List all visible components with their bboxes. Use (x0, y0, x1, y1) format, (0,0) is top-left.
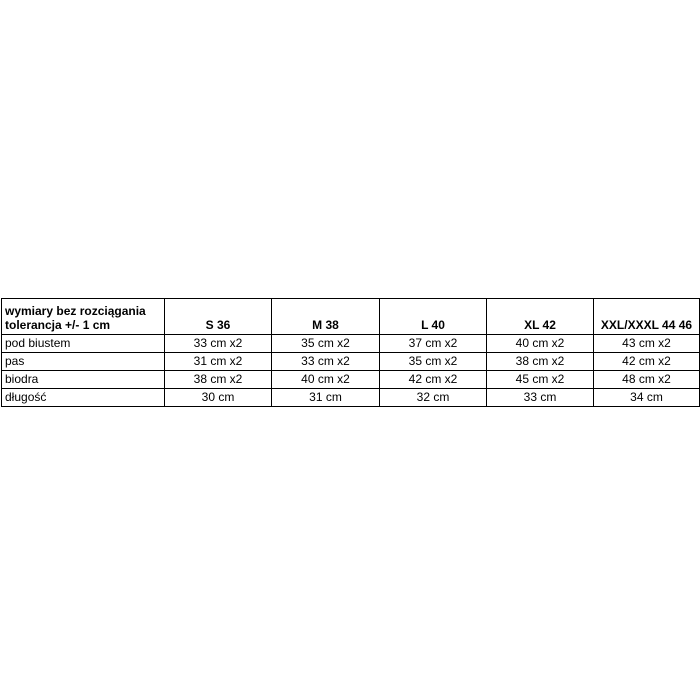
table-cell: 33 cm x2 (272, 353, 380, 371)
table-cell: 37 cm x2 (380, 335, 487, 353)
header-row (2, 299, 700, 335)
row-label: długość (2, 389, 165, 407)
table-row (2, 353, 700, 371)
table-cell: 42 cm x2 (380, 371, 487, 389)
table-cell: 30 cm (165, 389, 272, 407)
header-label-cell (2, 299, 165, 335)
header-label-line1: wymiary bez rozciągania (5, 304, 146, 319)
size-header-l: L 40 (380, 299, 487, 335)
table-cell: 48 cm x2 (594, 371, 700, 389)
table-row (2, 389, 700, 407)
table-cell: 31 cm x2 (165, 353, 272, 371)
table-cell: 45 cm x2 (487, 371, 594, 389)
table-cell: 40 cm x2 (272, 371, 380, 389)
table-cell: 35 cm x2 (380, 353, 487, 371)
table-row (2, 371, 700, 389)
header-label-line2: tolerancja +/- 1 cm (5, 318, 111, 333)
table-cell: 34 cm (594, 389, 700, 407)
table-cell: 33 cm (487, 389, 594, 407)
size-header-xl: XL 42 (487, 299, 594, 335)
row-label: pas (2, 353, 165, 371)
size-header-s: S 36 (165, 299, 272, 335)
table-cell: 43 cm x2 (594, 335, 700, 353)
table-cell: 32 cm (380, 389, 487, 407)
table-cell: 40 cm x2 (487, 335, 594, 353)
table-row (2, 335, 700, 353)
row-label: biodra (2, 371, 165, 389)
table-cell: 31 cm (272, 389, 380, 407)
table-cell: 42 cm x2 (594, 353, 700, 371)
table-cell: 35 cm x2 (272, 335, 380, 353)
table-cell: 38 cm x2 (487, 353, 594, 371)
size-header-m: M 38 (272, 299, 380, 335)
table-cell: 33 cm x2 (165, 335, 272, 353)
row-label: pod biustem (2, 335, 165, 353)
table-cell: 38 cm x2 (165, 371, 272, 389)
size-chart-table (1, 298, 700, 407)
size-header-xxl: XXL/XXXL 44 46 (594, 299, 700, 335)
